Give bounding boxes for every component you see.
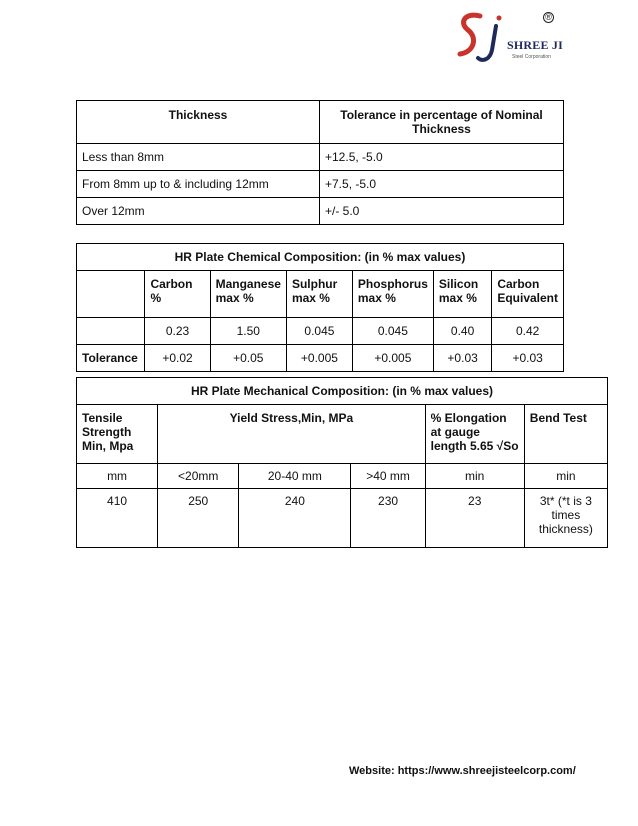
table-cell: +12.5, -5.0 bbox=[320, 144, 564, 171]
table-header-row bbox=[77, 101, 564, 144]
tolerance-header: Tolerance in percentage of Nominal Thickness bbox=[320, 101, 564, 144]
table-cell: 0.40 bbox=[433, 318, 491, 345]
empty-header-cell bbox=[77, 271, 145, 318]
table-cell: +0.005 bbox=[352, 345, 433, 372]
table-header-row bbox=[77, 405, 608, 464]
elongation-header: % Elongation at gauge length 5.65 √So bbox=[425, 405, 524, 464]
tolerance-label: Tolerance bbox=[77, 345, 145, 372]
table-cell: min bbox=[524, 464, 607, 489]
table-cell bbox=[77, 318, 145, 345]
mechanical-composition-table bbox=[76, 377, 608, 548]
table-caption-row bbox=[77, 378, 608, 405]
silicon-header: Silicon max % bbox=[433, 271, 491, 318]
table-cell: >40 mm bbox=[351, 464, 425, 489]
table-cell: +0.05 bbox=[210, 345, 286, 372]
yield-stress-header: Yield Stress,Min, MPa bbox=[158, 405, 425, 464]
chemical-composition-table bbox=[76, 243, 564, 372]
table-cell: From 8mm up to & including 12mm bbox=[77, 171, 320, 198]
table-row bbox=[77, 345, 564, 372]
table-cell: 250 bbox=[158, 489, 239, 548]
thickness-tolerance-table bbox=[76, 100, 564, 225]
table-row bbox=[77, 198, 564, 225]
phosphorus-header: Phosphorus max % bbox=[352, 271, 433, 318]
table-cell: 1.50 bbox=[210, 318, 286, 345]
table-cell: mm bbox=[77, 464, 158, 489]
sj-monogram-icon bbox=[452, 8, 512, 68]
table-cell: +/- 5.0 bbox=[320, 198, 564, 225]
chemical-table-caption: HR Plate Chemical Composition: (in % max values) bbox=[77, 244, 564, 271]
table-cell: 3t* (*t is 3 times thickness) bbox=[524, 489, 607, 548]
logo-brand-name: SHREE JI bbox=[507, 38, 563, 52]
table-cell: 20-40 mm bbox=[239, 464, 351, 489]
table-cell: 0.42 bbox=[492, 318, 564, 345]
manganese-header: Manganese max % bbox=[210, 271, 286, 318]
company-logo bbox=[452, 8, 572, 68]
mechanical-table-caption: HR Plate Mechanical Composition: (in % max values) bbox=[77, 378, 608, 405]
carbon-header: Carbon % bbox=[145, 271, 210, 318]
table-header-row bbox=[77, 271, 564, 318]
table-cell: 0.045 bbox=[286, 318, 352, 345]
table-cell: 410 bbox=[77, 489, 158, 548]
registered-mark: ® bbox=[543, 12, 554, 23]
table-cell: 230 bbox=[351, 489, 425, 548]
table-caption-row bbox=[77, 244, 564, 271]
table-row bbox=[77, 464, 608, 489]
table-cell: Over 12mm bbox=[77, 198, 320, 225]
table-cell: 0.045 bbox=[352, 318, 433, 345]
thickness-header: Thickness bbox=[77, 101, 320, 144]
table-row bbox=[77, 489, 608, 548]
bend-test-header: Bend Test bbox=[524, 405, 607, 464]
table-cell: +7.5, -5.0 bbox=[320, 171, 564, 198]
sulphur-header: Sulphur max % bbox=[286, 271, 352, 318]
table-cell: min bbox=[425, 464, 524, 489]
table-cell: 240 bbox=[239, 489, 351, 548]
carbon-equivalent-header: Carbon Equivalent bbox=[492, 271, 564, 318]
logo-subtitle: Steel Corporation bbox=[512, 54, 551, 60]
table-row bbox=[77, 144, 564, 171]
table-row bbox=[77, 318, 564, 345]
footer-website: Website: https://www.shreejisteelcorp.com/ bbox=[349, 765, 576, 777]
table-cell: Less than 8mm bbox=[77, 144, 320, 171]
table-cell: 0.23 bbox=[145, 318, 210, 345]
table-row bbox=[77, 171, 564, 198]
table-cell: 23 bbox=[425, 489, 524, 548]
tensile-strength-header: Tensile Strength Min, Mpa bbox=[77, 405, 158, 464]
table-cell: +0.03 bbox=[492, 345, 564, 372]
table-cell: +0.02 bbox=[145, 345, 210, 372]
table-cell: +0.005 bbox=[286, 345, 352, 372]
table-cell: +0.03 bbox=[433, 345, 491, 372]
table-cell: <20mm bbox=[158, 464, 239, 489]
